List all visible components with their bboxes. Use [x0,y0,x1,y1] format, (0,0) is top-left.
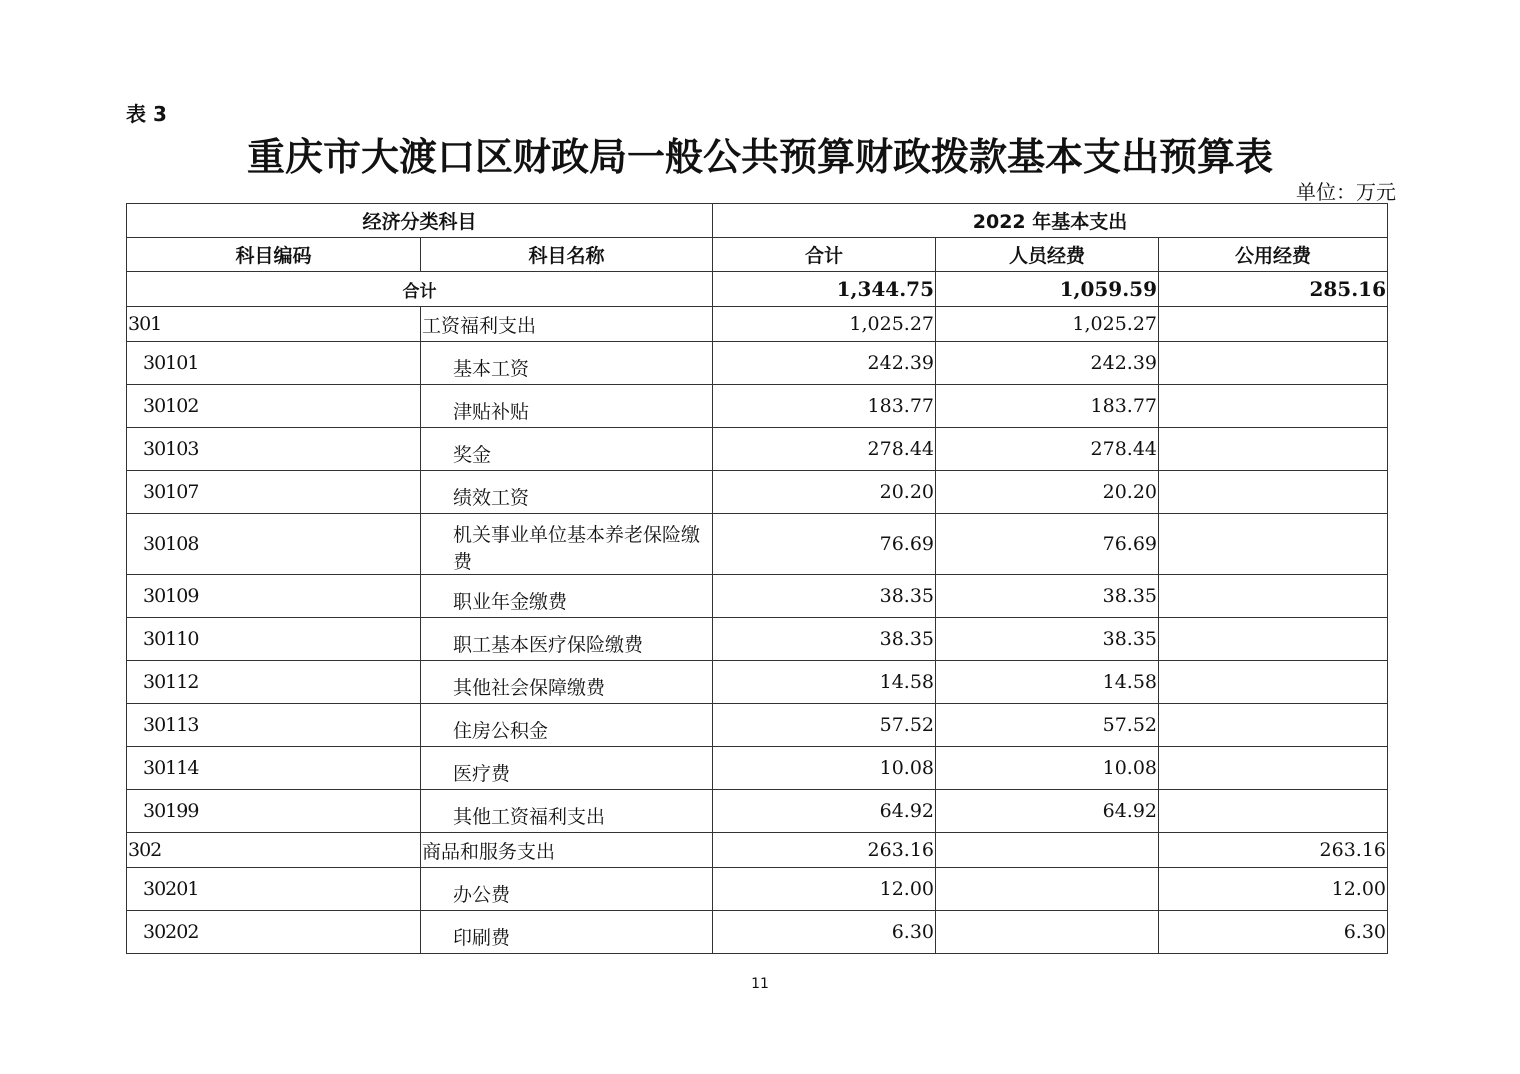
row-name: 基本工资 [421,342,713,385]
total-label: 合计 [127,272,713,307]
row-code: 30109 [127,575,421,618]
column-header-code: 科目编码 [127,238,421,272]
row-sum: 6.30 [713,911,936,954]
row-sum: 183.77 [713,385,936,428]
table-row [127,514,1388,575]
row-name: 住房公积金 [421,704,713,747]
row-sum: 76.69 [713,514,936,575]
row-personnel: 76.69 [936,514,1159,575]
row-personnel: 57.52 [936,704,1159,747]
row-public [1159,790,1388,833]
row-public [1159,342,1388,385]
row-code: 30113 [127,704,421,747]
row-name: 绩效工资 [421,471,713,514]
budget-table [126,203,1388,954]
row-sum: 278.44 [713,428,936,471]
row-name: 办公费 [421,868,713,911]
row-sum: 64.92 [713,790,936,833]
group-header-row [127,204,1388,238]
row-sum: 263.16 [713,833,936,868]
row-personnel [936,833,1159,868]
row-code: 30103 [127,428,421,471]
group-header-basic-expense: 2022 年基本支出 [713,204,1388,238]
row-code: 30202 [127,911,421,954]
row-personnel [936,911,1159,954]
row-name: 奖金 [421,428,713,471]
row-code: 30199 [127,790,421,833]
table-row [127,618,1388,661]
row-code: 30107 [127,471,421,514]
row-name: 职业年金缴费 [421,575,713,618]
row-sum: 242.39 [713,342,936,385]
row-name: 商品和服务支出 [421,833,713,868]
unit-label: 单位：万元 [1296,180,1396,204]
row-sum: 14.58 [713,661,936,704]
table-row [127,747,1388,790]
table-row [127,833,1388,868]
row-code: 302 [127,833,421,868]
row-name: 其他工资福利支出 [421,790,713,833]
row-name: 印刷费 [421,911,713,954]
row-personnel: 20.20 [936,471,1159,514]
row-public [1159,385,1388,428]
table-row [127,704,1388,747]
row-personnel: 38.35 [936,575,1159,618]
table-row [127,428,1388,471]
total-row [127,272,1388,307]
row-public: 263.16 [1159,833,1388,868]
row-public: 6.30 [1159,911,1388,954]
row-personnel [936,868,1159,911]
table-row [127,471,1388,514]
column-header-public: 公用经费 [1159,238,1388,272]
row-public [1159,661,1388,704]
row-sum: 57.52 [713,704,936,747]
row-name: 津贴补贴 [421,385,713,428]
total-public: 285.16 [1159,272,1388,307]
table-row [127,385,1388,428]
row-sum: 1,025.27 [713,307,936,342]
total-sum: 1,344.75 [713,272,936,307]
row-personnel: 1,025.27 [936,307,1159,342]
row-public [1159,618,1388,661]
row-code: 30101 [127,342,421,385]
table-row [127,868,1388,911]
column-header-sum: 合计 [713,238,936,272]
row-code: 30108 [127,514,421,575]
column-header-name: 科目名称 [421,238,713,272]
row-name: 职工基本医疗保险缴费 [421,618,713,661]
row-public [1159,704,1388,747]
table-row [127,790,1388,833]
row-public [1159,307,1388,342]
page-number: 11 [751,976,769,992]
total-personnel: 1,059.59 [936,272,1159,307]
row-public [1159,575,1388,618]
row-sum: 20.20 [713,471,936,514]
row-public [1159,428,1388,471]
column-header-row [127,238,1388,272]
row-code: 30114 [127,747,421,790]
row-name: 医疗费 [421,747,713,790]
row-sum: 10.08 [713,747,936,790]
row-personnel: 14.58 [936,661,1159,704]
row-sum: 38.35 [713,575,936,618]
row-name: 其他社会保障缴费 [421,661,713,704]
table-row [127,307,1388,342]
table-row [127,575,1388,618]
row-code: 301 [127,307,421,342]
row-personnel: 183.77 [936,385,1159,428]
row-code: 30201 [127,868,421,911]
row-public: 12.00 [1159,868,1388,911]
row-sum: 38.35 [713,618,936,661]
group-header-econ-class: 经济分类科目 [127,204,713,238]
row-personnel: 38.35 [936,618,1159,661]
row-code: 30102 [127,385,421,428]
table-row [127,911,1388,954]
row-name: 工资福利支出 [421,307,713,342]
table-row [127,342,1388,385]
row-name: 机关事业单位基本养老保险缴费 [421,514,713,575]
row-sum: 12.00 [713,868,936,911]
row-public [1159,471,1388,514]
row-code: 30110 [127,618,421,661]
table-row [127,661,1388,704]
row-personnel: 278.44 [936,428,1159,471]
table-label: 表 3 [126,102,167,126]
document-title: 重庆市大渡口区财政局一般公共预算财政拨款基本支出预算表 [246,135,1273,179]
row-personnel: 64.92 [936,790,1159,833]
row-personnel: 10.08 [936,747,1159,790]
column-header-personnel: 人员经费 [936,238,1159,272]
row-code: 30112 [127,661,421,704]
row-personnel: 242.39 [936,342,1159,385]
row-public [1159,514,1388,575]
row-public [1159,747,1388,790]
